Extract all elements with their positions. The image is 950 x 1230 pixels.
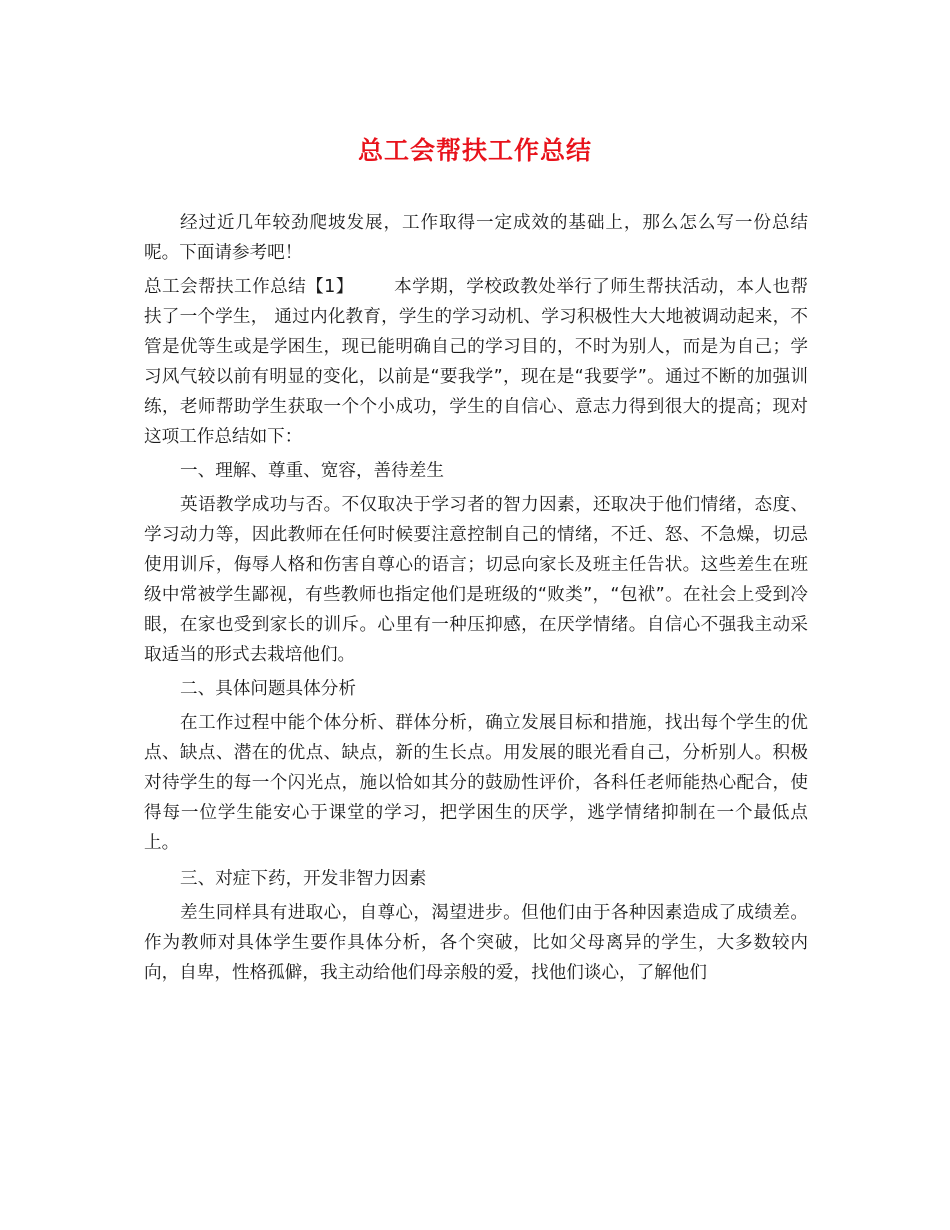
document-body — [144, 208, 808, 988]
paragraph-3: 差生同样具有进取心，自尊心，渴望进步。但他们由于各种因素造成了成绩差。作为教师对具体学生要作具体分析，各个突破，比如父母离异的学生，大多数较内向，自卑，性格孤僻，我主动给他们母亲般的爱，找他们谈心，了解他们 — [144, 903, 808, 983]
paragraph-1: 英语教学成功与否。不仅取决于学习者的智力因素，还取决于他们情绪，态度、学习动力等，因此教师在任何时候要注意控制自己的情绪，不迁、怒、不急燥，切忌使用训斥，侮辱人格和伤害自尊心的语言；切忌向家长及班主任告状。这些差生在班级中常被学生鄙视，有些教师也指定他们是班级的“败类”，“包袱”。在社会上受到冷眼，在家也受到家长的训斥。心里有一种压抑感，在厌学情绪。自信心不强我主动采取适当的形式去栽培他们。 — [144, 495, 808, 665]
heading-2: 二、具体问题具体分析 — [180, 679, 356, 699]
section1-tag: 总工会帮扶工作总结【1】 — [144, 277, 354, 297]
paragraph-2: 在工作过程中能个体分析、群体分析，确立发展目标和措施，找出每个学生的优点、缺点、潜在的优点、缺点，新的生长点。用发展的眼光看自己，分析别人。积极对待学生的每一个闪光点，施以恰如其分的鼓励性评价，各科任老师能热心配合，使得每一位学生能安心于课堂的学习，把学困生的厌学，逃学情绪抑制在一个最低点上。 — [144, 713, 808, 853]
section1-text: 本学期，学校政教处举行了师生帮扶活动，本人也帮扶了一个学生， 通过内化教育，学生的学习动机、学习积极性大大地被调动起来，不管是优等生或是学困生，现已能明确自己的学习目的，不时为别人，而是为自己；学习风气较以前有明显的变化，以前是“要我学”，现在是“我要学”。通过不断的加强训练，老师帮助学生获取一个个小成功，学生的自信心、意志力得到很大的提高；现对这项工作总结如下： — [144, 277, 808, 447]
intro-paragraph: 经过近几年较劲爬坡发展，工作取得一定成效的基础上，那么怎么写一份总结呢。下面请参考吧！ — [144, 213, 808, 263]
page-title: 总工会帮扶工作总结 — [357, 136, 592, 165]
heading-3: 三、对症下药，开发非智力因素 — [180, 869, 427, 889]
section1-paragraph — [144, 272, 808, 452]
heading-1: 一、理解、尊重、宽容，善待差生 — [180, 461, 444, 481]
